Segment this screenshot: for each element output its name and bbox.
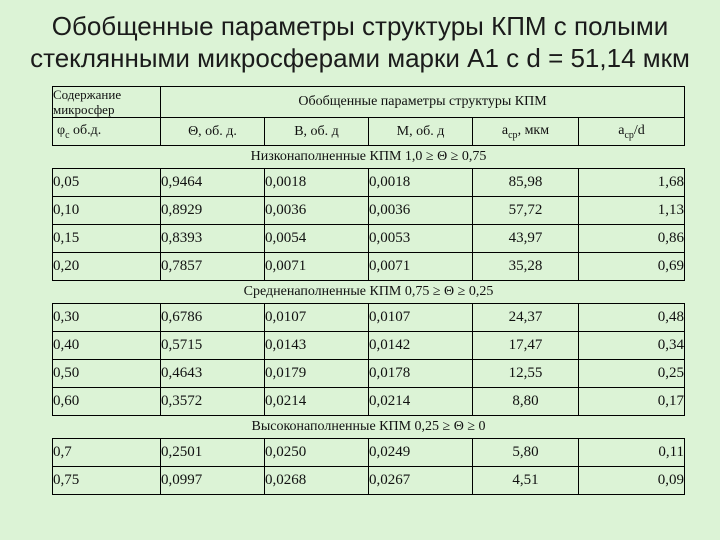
- header-row-1: [53, 87, 685, 118]
- col-header-m: M, об. д: [369, 118, 473, 146]
- section-header-row: [53, 146, 685, 169]
- table-cell: 0,0036: [369, 197, 473, 225]
- acp-subscript: ср: [508, 129, 518, 141]
- header-row-2: [53, 118, 685, 146]
- table-cell: 0,86: [579, 225, 685, 253]
- ratio-symbol: a: [618, 122, 625, 138]
- table-cell: 0,5715: [161, 332, 265, 360]
- acp-symbol: a: [501, 122, 509, 138]
- table-row: [53, 253, 685, 281]
- table-row: [53, 439, 685, 467]
- table-cell: 0,0178: [369, 360, 473, 388]
- phi-symbol: φ: [57, 122, 66, 138]
- table-cell: 0,11: [579, 439, 685, 467]
- group-header-cell: Обобщенные параметры структуры КПМ: [161, 87, 685, 118]
- table-cell: 0,34: [579, 332, 685, 360]
- col-header-ratio: [579, 118, 685, 146]
- col-header-b: B, об. д: [265, 118, 369, 146]
- table-cell: 0,7: [53, 439, 161, 467]
- table-cell: 0,7857: [161, 253, 265, 281]
- phi-unit: об.д.: [69, 122, 102, 138]
- section-label: Высоконаполненные КПМ 0,25 ≥ Θ ≥ 0: [53, 416, 685, 439]
- table-cell: 0,0267: [369, 467, 473, 495]
- phi-subscript: с: [65, 129, 70, 141]
- section-label: Низконаполненные КПМ 1,0 ≥ Θ ≥ 0,75: [53, 146, 685, 169]
- table-row: [53, 197, 685, 225]
- table-row: [53, 225, 685, 253]
- table-cell: 0,48: [579, 304, 685, 332]
- title-line-1: Обобщенные параметры структуры КПМ с полыми: [51, 11, 669, 41]
- section-header-row: [53, 416, 685, 439]
- section-header-row: [53, 281, 685, 304]
- table-cell: 0,0143: [265, 332, 369, 360]
- table-cell: 0,8929: [161, 197, 265, 225]
- table-cell: 0,9464: [161, 169, 265, 197]
- table-row: [53, 304, 685, 332]
- slide-title: [0, 10, 720, 74]
- table-cell: 4,51: [473, 467, 579, 495]
- ratio-subscript: ср: [624, 129, 634, 141]
- table-cell: 0,0250: [265, 439, 369, 467]
- table-row: [53, 467, 685, 495]
- table-cell: 0,0036: [265, 197, 369, 225]
- col-header-acp: [473, 118, 579, 146]
- table-cell: 0,0071: [369, 253, 473, 281]
- table-cell: 24,37: [473, 304, 579, 332]
- table-cell: 0,40: [53, 332, 161, 360]
- title-line-2: стеклянными микросферами марки А1 с d = 51,14 мкм: [30, 43, 690, 73]
- section-label: Средненаполненные КПМ 0,75 ≥ Θ ≥ 0,25: [53, 281, 685, 304]
- table-cell: 12,55: [473, 360, 579, 388]
- table-cell: 0,3572: [161, 388, 265, 416]
- table-cell: 0,0268: [265, 467, 369, 495]
- table-cell: 0,0071: [265, 253, 369, 281]
- table-row: [53, 388, 685, 416]
- acp-unit: , мкм: [517, 122, 550, 138]
- table-cell: 5,80: [473, 439, 579, 467]
- table-cell: 0,0018: [265, 169, 369, 197]
- table-cell: 85,98: [473, 169, 579, 197]
- parameters-table: [52, 86, 685, 495]
- table-cell: 0,30: [53, 304, 161, 332]
- table-cell: 0,60: [53, 388, 161, 416]
- table-row: [53, 169, 685, 197]
- table-cell: 0,4643: [161, 360, 265, 388]
- table-row: [53, 360, 685, 388]
- table-cell: 0,0179: [265, 360, 369, 388]
- table-cell: 0,15: [53, 225, 161, 253]
- table-cell: 0,05: [53, 169, 161, 197]
- table-cell: 0,6786: [161, 304, 265, 332]
- table-cell: 57,72: [473, 197, 579, 225]
- table-cell: 0,0214: [369, 388, 473, 416]
- table-cell: 0,0053: [369, 225, 473, 253]
- table-cell: 0,25: [579, 360, 685, 388]
- table-cell: 0,0249: [369, 439, 473, 467]
- table-cell: 0,0107: [265, 304, 369, 332]
- table-cell: 35,28: [473, 253, 579, 281]
- table-cell: 0,10: [53, 197, 161, 225]
- table-cell: 43,97: [473, 225, 579, 253]
- table-cell: 0,8393: [161, 225, 265, 253]
- table-cell: 0,09: [579, 467, 685, 495]
- table-cell: 0,75: [53, 467, 161, 495]
- table-cell: 0,50: [53, 360, 161, 388]
- table-cell: 0,20: [53, 253, 161, 281]
- table-cell: 0,0214: [265, 388, 369, 416]
- col-header-phi: [53, 118, 161, 146]
- table-cell: 0,0142: [369, 332, 473, 360]
- table-cell: 0,2501: [161, 439, 265, 467]
- table-cell: 0,0054: [265, 225, 369, 253]
- table-cell: 1,13: [579, 197, 685, 225]
- table-cell: 17,47: [473, 332, 579, 360]
- table-cell: 8,80: [473, 388, 579, 416]
- table-cell: 1,68: [579, 169, 685, 197]
- ratio-unit: /d: [633, 122, 645, 138]
- table-cell: 0,17: [579, 388, 685, 416]
- table-cell: 0,0018: [369, 169, 473, 197]
- table-cell: 0,0997: [161, 467, 265, 495]
- table-cell: 0,0107: [369, 304, 473, 332]
- content-header-cell: Содержание микросфер: [53, 87, 161, 118]
- col-header-theta: Θ, об. д.: [161, 118, 265, 146]
- table-row: [53, 332, 685, 360]
- table-cell: 0,69: [579, 253, 685, 281]
